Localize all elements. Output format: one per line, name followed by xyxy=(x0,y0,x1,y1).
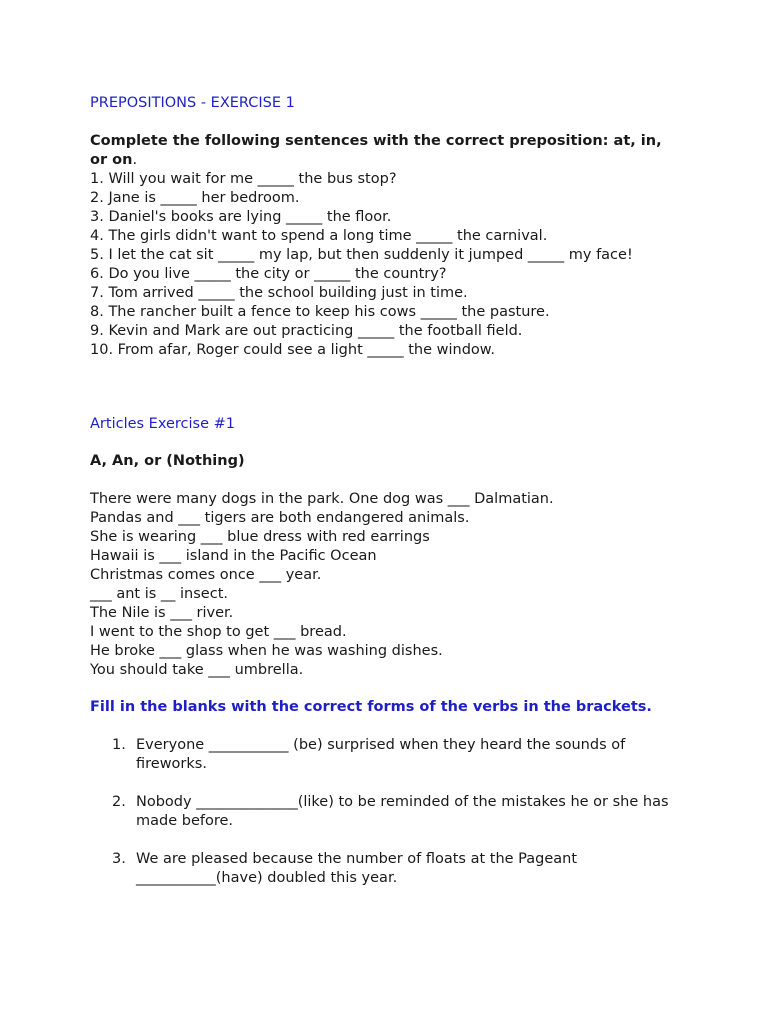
articles-list xyxy=(90,490,690,680)
article-sentence: I went to the shop to get ___ bread. xyxy=(90,624,347,640)
article-sentence: Christmas comes once ___ year. xyxy=(90,567,322,583)
article-sentence: There were many dogs in the park. One dog was ___ Dalmatian. xyxy=(90,491,554,507)
article-sentence: The Nile is ___ river. xyxy=(90,605,234,621)
prepositions-list xyxy=(90,170,650,360)
prepositions-instruction xyxy=(90,132,680,170)
article-sentence: She is wearing ___ blue dress with red earrings xyxy=(90,529,430,545)
article-sentence: Hawaii is ___ island in the Pacific Ocean xyxy=(90,548,377,564)
verb-item-text: We are pleased because the number of floats at the Pageant ___________(have) doubled this year. xyxy=(136,851,578,886)
verb-item-number: 1. xyxy=(112,737,126,753)
prepositions-title: PREPOSITIONS - EXERCISE 1 xyxy=(90,95,295,111)
verb-item-number: 2. xyxy=(112,794,126,810)
article-sentence: You should take ___ umbrella. xyxy=(90,662,304,678)
articles-subtitle: A, An, or (Nothing) xyxy=(90,453,245,469)
verb-item-text: Everyone ___________ (be) surprised when they heard the sounds of fireworks. xyxy=(136,737,626,772)
verbs-title: Fill in the blanks with the correct forms of the verbs in the brackets. xyxy=(90,699,652,715)
article-sentence: He broke ___ glass when he was washing dishes. xyxy=(90,643,443,659)
preposition-sentence: 8. The rancher built a fence to keep his cows _____ the pasture. xyxy=(90,304,550,320)
prepositions-instruction-bold: Complete the following sentences with the correct preposition: at, in, or on xyxy=(90,133,662,168)
preposition-sentence: 2. Jane is _____ her bedroom. xyxy=(90,190,300,206)
verb-item xyxy=(112,736,682,774)
verb-item-text: Nobody ______________(like) to be reminded of the mistakes he or she has made before. xyxy=(136,794,669,829)
preposition-sentence: 3. Daniel's books are lying _____ the floor. xyxy=(90,209,392,225)
verbs-list xyxy=(112,736,682,907)
prepositions-instruction-tail: . xyxy=(132,152,138,168)
verb-item xyxy=(112,793,682,831)
preposition-sentence: 7. Tom arrived _____ the school building just in time. xyxy=(90,285,468,301)
preposition-sentence: 5. I let the cat sit _____ my lap, but then suddenly it jumped _____ my face! xyxy=(90,247,633,263)
verb-item xyxy=(112,850,682,888)
article-sentence: ___ ant is __ insect. xyxy=(90,586,228,602)
article-sentence: Pandas and ___ tigers are both endangered animals. xyxy=(90,510,470,526)
articles-title: Articles Exercise #1 xyxy=(90,416,235,432)
verb-item-number: 3. xyxy=(112,851,126,867)
preposition-sentence: 4. The girls didn't want to spend a long time _____ the carnival. xyxy=(90,228,548,244)
preposition-sentence: 10. From afar, Roger could see a light _____ the window. xyxy=(90,342,495,358)
preposition-sentence: 1. Will you wait for me _____ the bus stop? xyxy=(90,171,397,187)
preposition-sentence: 9. Kevin and Mark are out practicing _____ the football field. xyxy=(90,323,523,339)
preposition-sentence: 6. Do you live _____ the city or _____ the country? xyxy=(90,266,447,282)
